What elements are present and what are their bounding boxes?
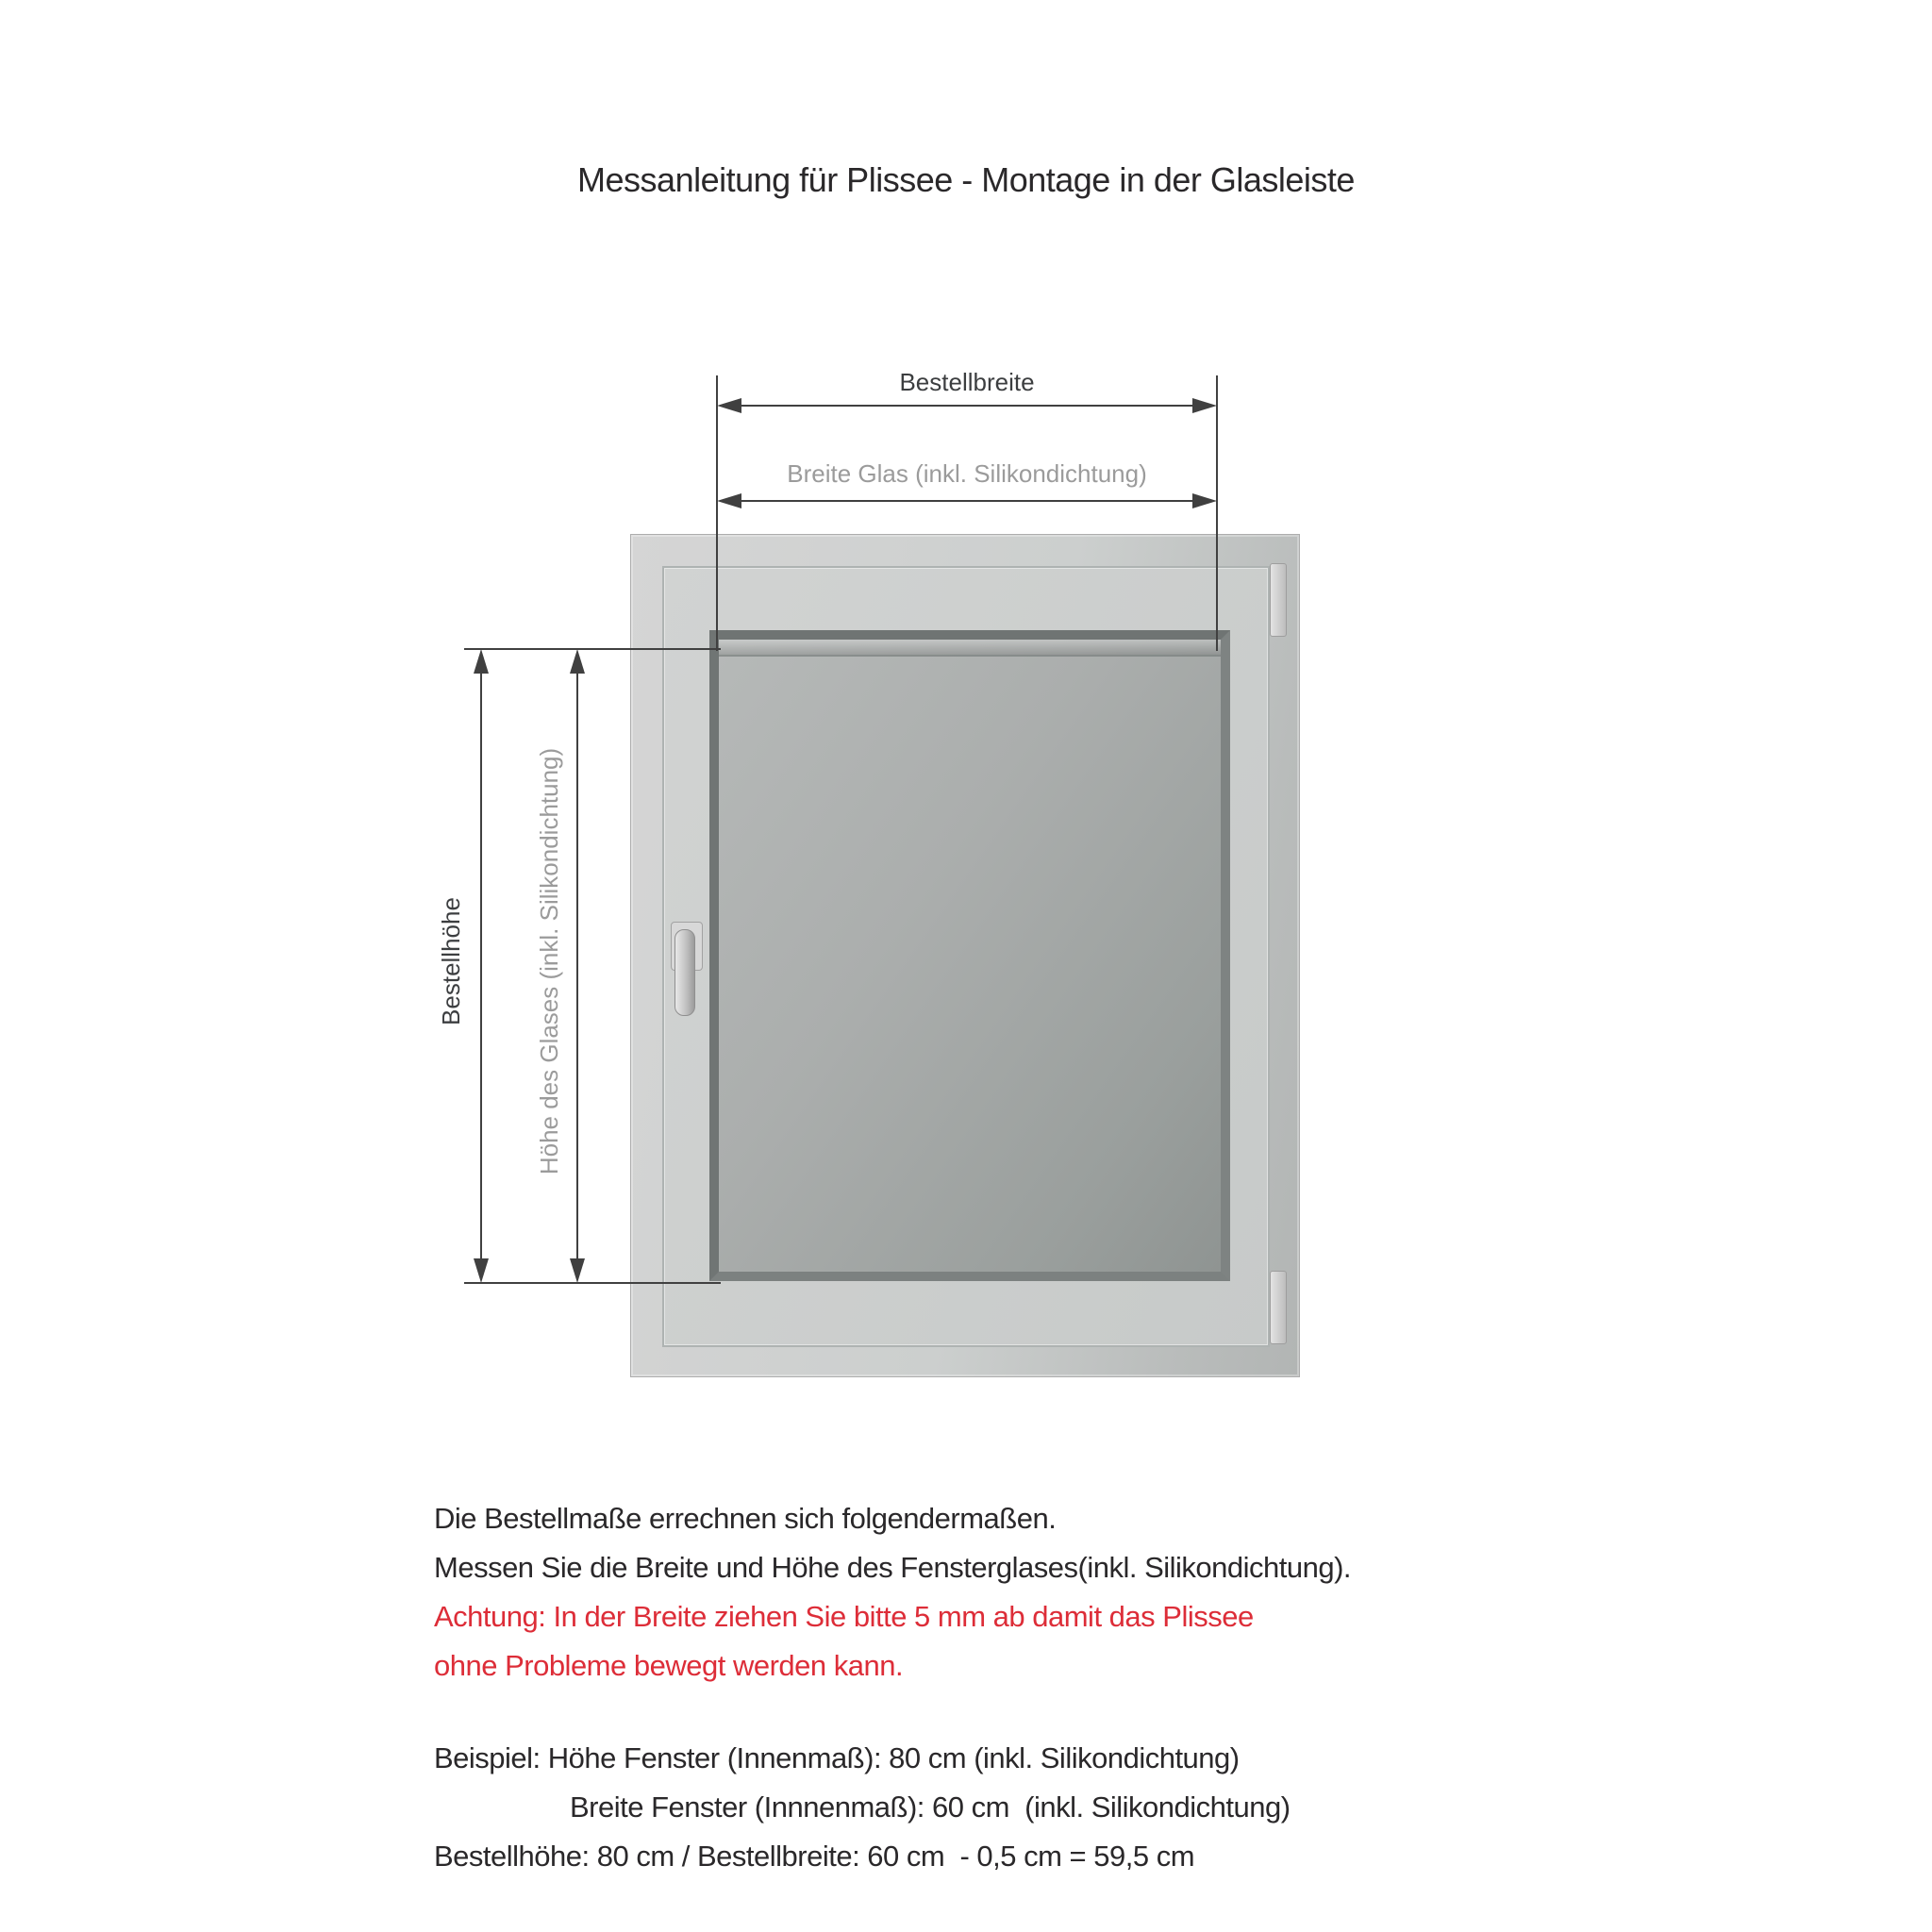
height-extension-line-bottom [464, 1282, 721, 1284]
order-width-arrowhead-right [1192, 398, 1217, 413]
instruction-line-1: Die Bestellmaße errechnen sich folgendermaßen. [434, 1502, 1057, 1535]
glass-height-arrow-line [576, 672, 578, 1260]
width-extension-line-right [1216, 375, 1218, 651]
glazing-bead-shadow [719, 640, 1221, 657]
order-height-label: Bestellhöhe [437, 897, 465, 1025]
example-line-2: Breite Fenster (Innnenmaß): 60 cm (inkl. Silikondichtung) [570, 1790, 1291, 1824]
glass-width-arrowhead-left [717, 493, 741, 508]
width-extension-line-left [716, 375, 718, 651]
order-width-arrowhead-left [717, 398, 741, 413]
order-height-arrowhead-top [474, 649, 489, 674]
glass-height-arrowhead-bottom [570, 1258, 585, 1283]
glass-height-arrowhead-top [570, 649, 585, 674]
height-extension-line-top [464, 648, 721, 650]
glass-width-arrow-line [740, 500, 1194, 502]
example-line-1: Beispiel: Höhe Fenster (Innenmaß): 80 cm (inkl. Silikondichtung) [434, 1741, 1240, 1774]
example-line-3: Bestellhöhe: 80 cm / Bestellbreite: 60 cm - 0,5 cm = 59,5 cm [434, 1840, 1195, 1873]
order-width-label: Bestellbreite [899, 368, 1035, 396]
window-hinge-bottom [1270, 1271, 1287, 1344]
order-width-arrow-line [740, 405, 1194, 407]
warning-line-1: Achtung: In der Breite ziehen Sie bitte 5 mm ab damit das Plissee [434, 1600, 1254, 1633]
instruction-line-2: Messen Sie die Breite und Höhe des Fensterglases(inkl. Silikondichtung). [434, 1551, 1352, 1584]
window-handle-icon [675, 929, 695, 1016]
glass-width-label: Breite Glas (inkl. Silikondichtung) [787, 459, 1147, 488]
window-hinge-top [1270, 563, 1287, 637]
window-glass [709, 630, 1230, 1281]
warning-line-2: ohne Probleme bewegt werden kann. [434, 1649, 904, 1682]
order-height-arrowhead-bottom [474, 1258, 489, 1283]
page-title: Messanleitung für Plissee - Montage in der Glasleiste [577, 160, 1355, 199]
order-height-arrow-line [480, 672, 482, 1260]
glass-width-arrowhead-right [1192, 493, 1217, 508]
glass-height-label: Höhe des Glases (inkl. Silikondichtung) [535, 747, 563, 1175]
